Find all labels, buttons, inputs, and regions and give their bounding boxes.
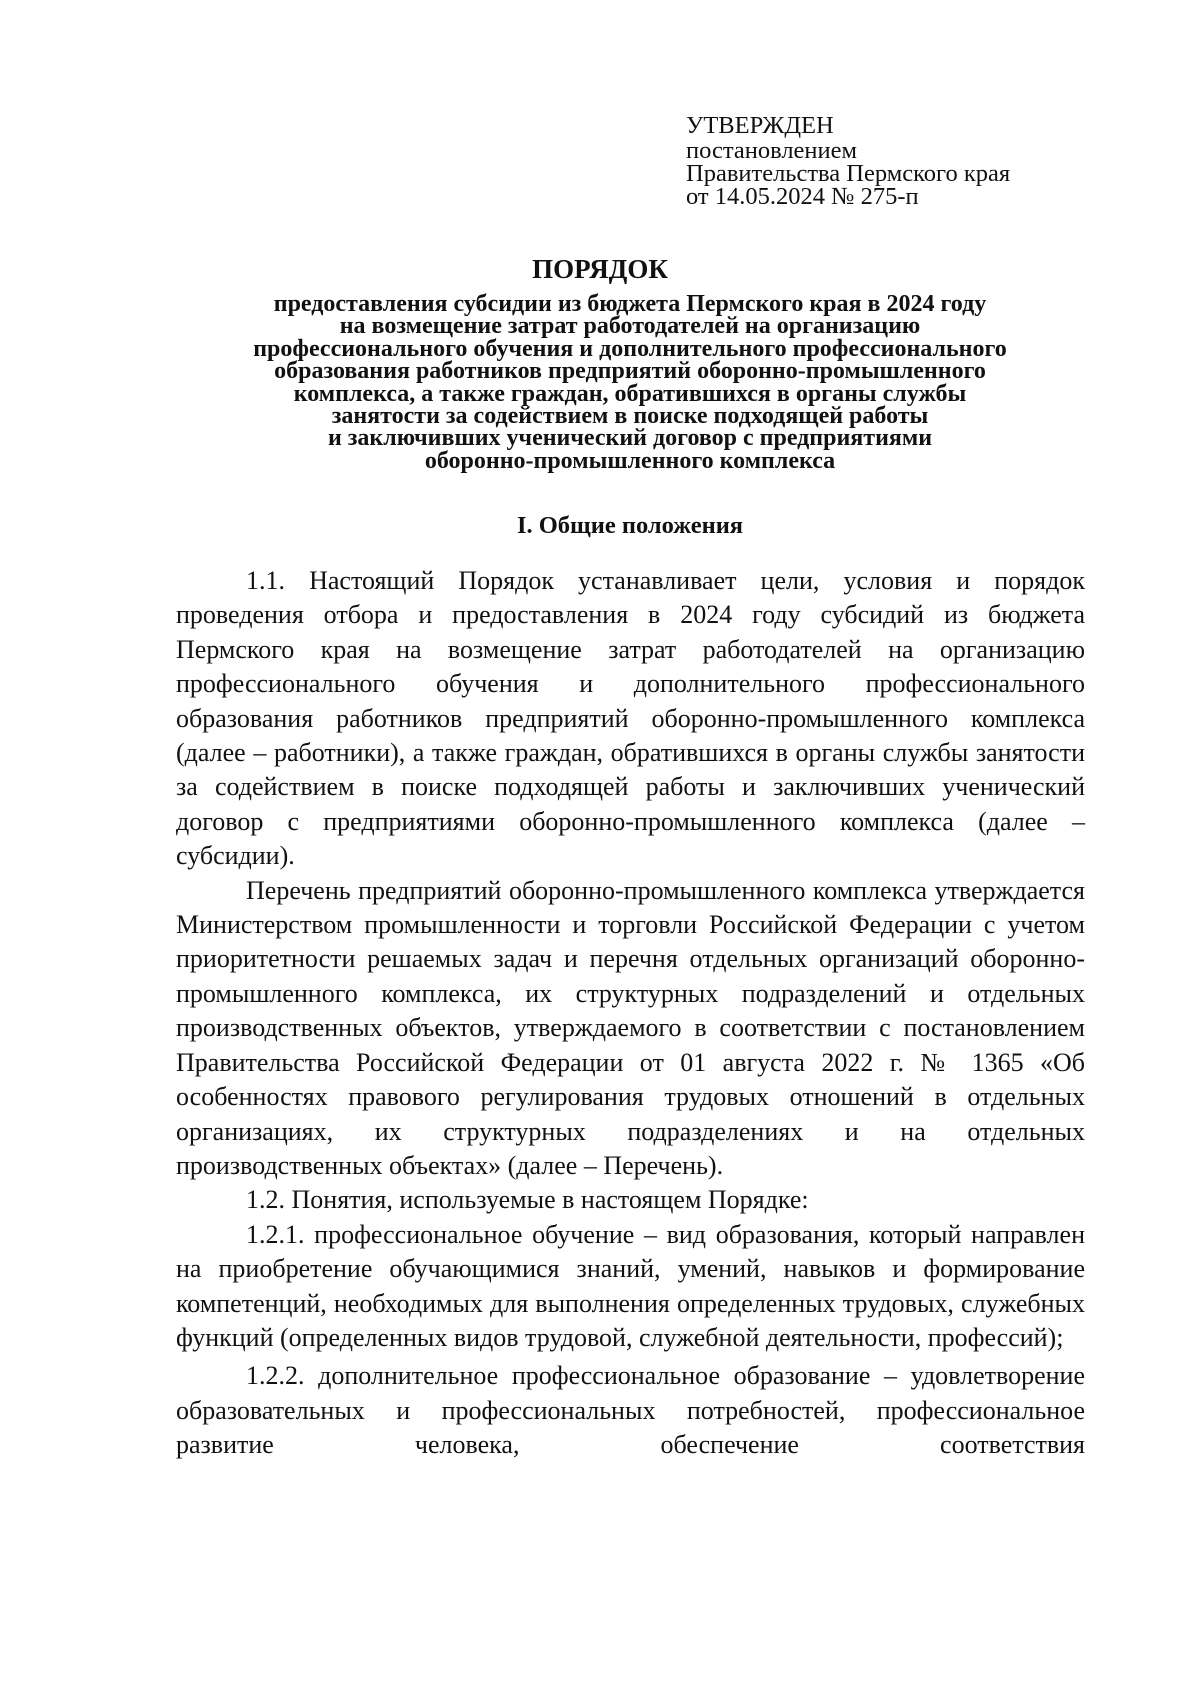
section-heading: I. Общие положения xyxy=(516,512,744,539)
paragraph-1-2-1: 1.2.1. профессиональное обучение – вид образования, который направлен на приобретение обучающимися знаний, умений, навыков и формирование компетенций, необходимых для выполнения определенных трудовых, служебных функций (определенных видов трудовой, служебной деятельности, профессий); xyxy=(176,1219,1085,1352)
document-body xyxy=(176,564,1085,1463)
subtitle-line: образования работников предприятий оборонно-промышленного xyxy=(274,358,986,385)
approval-date: от 14.05.2024 № 275-п xyxy=(686,183,919,210)
subtitle-line: и заключивших ученический договор с предприятиями xyxy=(327,425,933,452)
paragraph-list: Перечень предприятий оборонно-промышленного комплекса утверждается Министерством промышленности и торговли Российской Федерации с учетом приоритетности решаемых задач и перечня отдельных организаций оборонно-промышленного комплекса, их структурных подразделений и отдельных производственных объектов, утверждаемого в соответствии с постановлением Правительства Российской Федерации от 01 августа 2022 г. № 1365 «Об особенностях правового регулирования трудовых отношений в отдельных организациях, их структурных подразделениях и на отдельных производственных объектах» (далее – Перечень). xyxy=(176,875,1085,1180)
subtitle-line: предоставления субсидии из бюджета Пермского края в 2024 году xyxy=(273,291,987,317)
subtitle-line: комплекса, а также граждан, обратившихся в органы службы xyxy=(293,380,967,407)
paragraph-1-2: 1.2. Понятия, используемые в настоящем Порядке: xyxy=(246,1185,809,1215)
approval-line: Правительства Пермского края xyxy=(686,160,1011,187)
paragraph-1-2-2: 1.2.2. дополнительное профессиональное образование – удовлетворение образовательных и профессиональных потребностей, профессиональное развитие человека, обеспечение соответствия xyxy=(176,1361,1085,1460)
subtitle-line: профессионального обучения и дополнительного профессионального xyxy=(253,335,1007,362)
subtitle-line: оборонно-промышленного комплекса xyxy=(424,447,836,474)
approval-status: УТВЕРЖДЕН xyxy=(686,112,834,139)
approval-line: постановлением xyxy=(686,137,858,164)
document-subtitle xyxy=(150,293,1110,472)
subtitle-line: на возмещение затрат работодателей на организацию xyxy=(339,313,921,340)
approval-stamp xyxy=(686,113,1010,208)
document-title: ПОРЯДОК xyxy=(532,254,668,284)
subtitle-line: занятости за содействием в поиске подходящей работы xyxy=(331,403,929,430)
paragraph-1-1: 1.1. Настоящий Порядок устанавливает цели, условия и порядок проведения отбора и предоставления в 2024 году субсидий из бюджета Пермского края на возмещение затрат работодателей на организацию профессионального обучения и дополнительного профессионального образования работников предприятий оборонно-промышленного комплекса (далее – работники), а также граждан, обратившихся в органы службы занятости за содействием в поиске подходящей работы и заключивших ученический договор с предприятиями оборонно-промышленного комплекса (далее – субсидии). xyxy=(176,566,1085,871)
